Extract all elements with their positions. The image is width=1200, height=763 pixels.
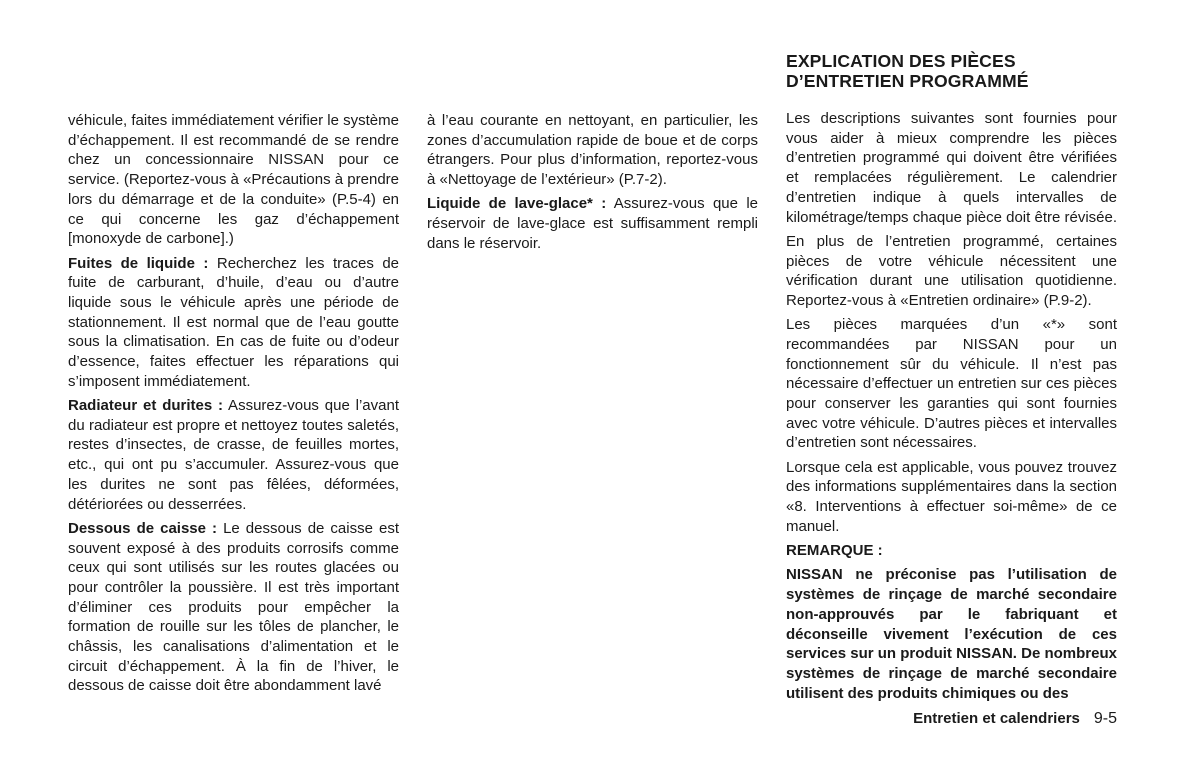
paragraph-text: Lorsque cela est applicable, vous pouvez trouvez des informations supplémentaires dans la section «8. Interventions à effectuer soi-même» de ce manuel. [786, 458, 1117, 535]
paragraph-descriptions [786, 109, 1117, 227]
paragraph-text: à l’eau courante en nettoyant, en particulier, les zones d’accumulation rapide de boue et de corps étrangers. Pour plus d’information, reportez-vous à «Nettoyage de l’extérieur» (P.7-2). [427, 112, 758, 189]
heading-line-1: EXPLICATION DES PIÈCES [786, 51, 1016, 71]
paragraph-underbody-continued [427, 111, 758, 190]
paragraph-underbody [68, 519, 399, 696]
paragraph-radiator-hoses [68, 396, 399, 514]
paragraph-text: Le dessous de caisse est souvent exposé à des produits corrosifs comme ceux qui sont utilisés sur les routes glacées ou pour contrôler la poussière. Il est très important d’éliminer ces produits pour empêcher la formation de rouille sur les tôles de plancher, le châssis, les canalisations d’alimentation et le circuit d’échappement. À la fin de l’hiver, le dessous de caisse doit être abondamment lavé [68, 519, 399, 695]
right-column [786, 109, 1117, 708]
paragraph-text: Recherchez les traces de fuite de carburant, d’huile, d’eau ou d’autre liquide sous le véhicule après une période de stationnement. Il est normal que de l’eau goutte sous la climatisation. En cas de fuite ou d’odeur d’essence, faites effectuer les réparations qui s’imposent immédiatement. [68, 254, 400, 390]
page-footer [860, 710, 1117, 728]
paragraph-lead: Radiateur et durites : [68, 397, 224, 415]
note-label: REMARQUE : [786, 542, 883, 560]
paragraph-lead: Fuites de liquide : [68, 254, 209, 272]
left-column [68, 111, 399, 701]
paragraph-lead: Liquide de lave-glace* : [427, 195, 607, 213]
paragraph-text: Les pièces marquées d’un «*» sont recommandées par NISSAN pour un fonctionnement sûr du véhicule. Il n’est pas nécessaire d’effectuer un entretien sur ces pièces pour conserver les garanties qui sont fournies avec votre véhicule. D’autres pièces et intervalles d’entretien sont nécessaires. [786, 316, 1117, 452]
paragraph-fluid-leaks [68, 254, 399, 392]
paragraph-text: Assurez-vous que l’avant du radiateur est propre et nettoyez toutes saletés, restes d’insectes, de crasse, de feuilles mortes, etc., qui ont pu s’accumuler. Assurez-vous que les durites ne sont pas fêlées, déformées, détériorées ou desserrées. [68, 397, 399, 513]
paragraph-text: Assurez-vous que le réservoir de lave-glace est suffisamment rempli dans le réservoir. [427, 195, 758, 252]
heading-line-2: D’ENTRETIEN PROGRAMMÉ [786, 70, 1029, 91]
paragraph-text: Les descriptions suivantes sont fournies pour vous aider à mieux comprendre les pièces d’entretien programmé qui doivent être vérifiées et remplacées régulièrement. Le calendrier d’entretien indique à quels intervalles de kilométrage/temps chaque pièce doit être révisée. [786, 110, 1118, 226]
section-heading [786, 52, 1117, 91]
paragraph-daily-check [786, 232, 1117, 311]
paragraph-exhaust [68, 111, 399, 249]
paragraph-marked-parts [786, 315, 1117, 453]
middle-column [427, 111, 758, 258]
paragraph-text: En plus de l’entretien programmé, certaines pièces de votre véhicule nécessitent une vérification durant une utilisation quotidienne. Reportez-vous à «Entretien ordinaire» (P.9-2). [786, 232, 1117, 309]
footer-section-title: Entretien et calendriers [913, 710, 1080, 727]
paragraph-text: véhicule, faites immédiatement vérifier le système d’échappement. Il est recommandé de se rendre chez un concessionnaire NISSAN pour ce service. (Reportez-vous à «Précautions à prendre lors du démarrage et de la conduite» (P.5-4) en ce qui concerne les gaz d’échappement [monoxyde de carbone].) [68, 112, 399, 248]
paragraph-additional-info [786, 458, 1117, 537]
paragraph-lead: Dessous de caisse : [68, 519, 218, 537]
page-number: 9-5 [1093, 710, 1117, 727]
note-text: NISSAN ne préconise pas l’utilisation de systèmes de rinçage de marché secondaire non-approuvés par le fabriquant et déconseille vivement l’exécution de ces services sur un produit NISSAN. De nombreux systèmes de rinçage de marché secondaire utilisent des produits chimiques ou des [786, 566, 1117, 702]
paragraph-washer-fluid [427, 194, 758, 253]
